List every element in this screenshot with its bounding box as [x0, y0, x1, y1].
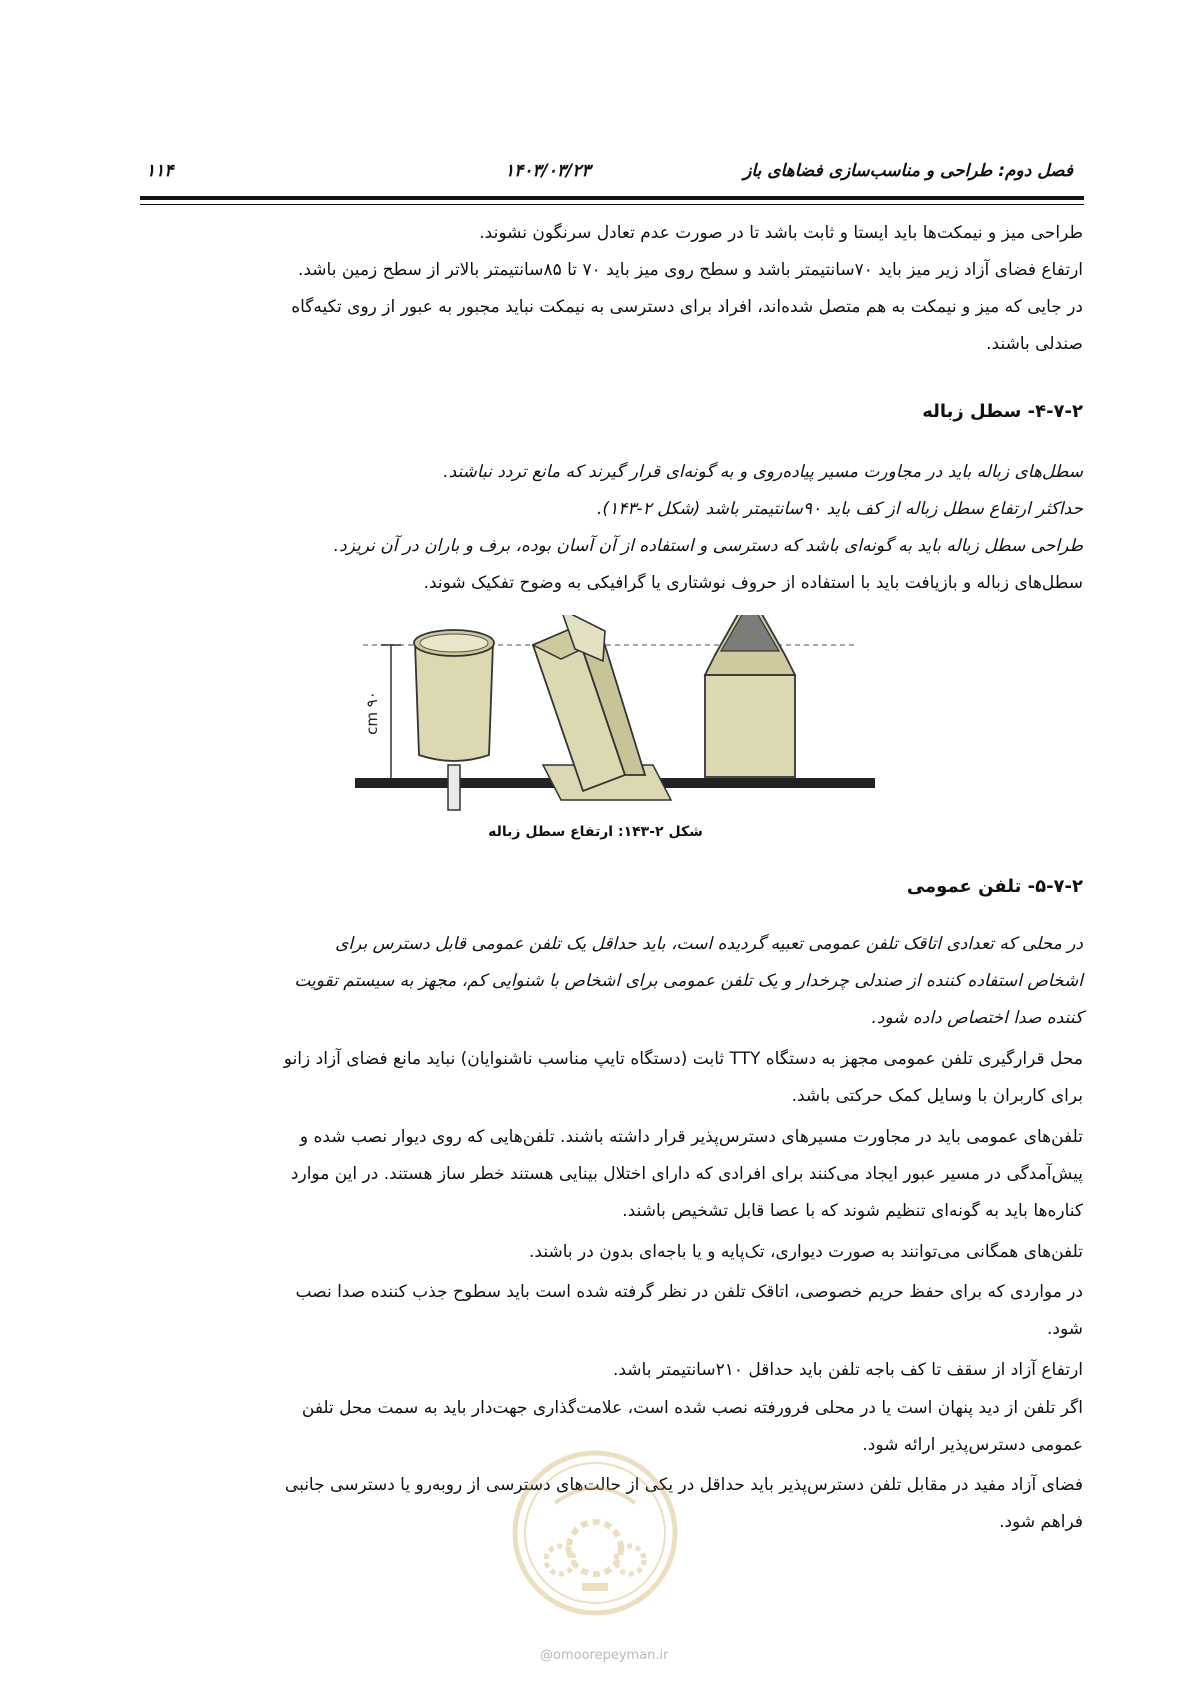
watermark-seal-icon	[510, 1448, 680, 1618]
peaked-bin	[705, 615, 795, 777]
trash-paragraph	[131, 454, 1083, 602]
section-heading-trash: ۴-۷-۲- سطل زباله	[922, 401, 1083, 422]
text-line: فراهم شود.	[999, 1512, 1083, 1532]
text-line: ارتفاع فضای آزاد زیر میز باید ۷۰سانتیمتر باشد و سطح روی میز باید ۷۰ تا ۸۵سانتیمتر بالاتر از سطح زمین باشد.	[297, 260, 1083, 280]
text-line: شود.	[1046, 1319, 1083, 1339]
text-line: اگر تلفن از دید پنهان است یا در محلی فرورفته نصب شده است، علامت‌گذاری جهت‌دار باید به سمت محل تلفن	[301, 1398, 1083, 1418]
trash-bin-figure	[355, 615, 875, 815]
text-line: عمومی دسترس‌پذیر ارائه شود.	[862, 1435, 1083, 1455]
chapter-title: فصل دوم: طراحی و مناسب‌سازی فضاهای باز	[743, 161, 1073, 181]
text-line: کناره‌ها باید به گونه‌ای تنظیم شوند که با عصا قابل تشخیص باشند.	[622, 1201, 1083, 1221]
text-line: طراحی میز و نیمکت‌ها باید ایستا و ثابت باشد تا در صورت عدم تعادل سرنگون نشوند.	[479, 223, 1083, 243]
section-heading-phone: ۵-۷-۲- تلفن عمومی	[906, 876, 1083, 897]
tilted-bin	[533, 615, 671, 800]
text-line: فضای آزاد مفید در مقابل تلفن دسترس‌پذیر باید حداقل در یکی از حالت‌های دسترسی از روبه‌رو یا دسترسی جانبی	[284, 1475, 1083, 1495]
intro-paragraph	[131, 215, 1083, 363]
text-line: محل قرارگیری تلفن عمومی مجهز به دستگاه TTY ثابت (دستگاه تایپ مناسب ناشنوایان) نباید مانع فضای آزاد زانو	[283, 1049, 1083, 1069]
phone-paragraph-2	[131, 1119, 1083, 1230]
text-line: سطل‌های زباله باید در مجاورت مسیر پیاده‌روی و به گونه‌ای قرار گیرند که مانع تردد نباشند.	[443, 462, 1083, 482]
phone-paragraph-3	[131, 1234, 1083, 1271]
text-line: صندلی باشند.	[986, 334, 1083, 354]
phone-paragraph-5	[131, 1352, 1083, 1389]
text-line: طراحی سطل زباله باید به گونه‌ای باشد که دسترسی و استفاده از آن آسان بوده، برف و باران در آن نریزد.	[333, 536, 1083, 556]
watermark-url: @omoorepeyman.ir	[540, 1648, 669, 1663]
header-date: ۱۴۰۳/۰۳/۲۳	[505, 161, 591, 181]
text-line: اشخاص استفاده کننده از صندلی چرخدار و یک تلفن عمومی برای اشخاص با شنوایی کم، مجهز به سیستم تقویت	[294, 971, 1083, 991]
figure-caption: شکل ۲-۱۴۳: ارتفاع سطل زباله	[488, 824, 703, 840]
text-line: تلفن‌های همگانی می‌توانند به صورت دیواری، تک‌پایه و یا باجه‌ای بدون در باشند.	[529, 1242, 1083, 1262]
text-line: سطل‌های زباله و بازیافت باید با استفاده از حروف نوشتاری یا گرافیکی به وضوح تفکیک شوند.	[423, 573, 1083, 593]
header-rule-thick	[140, 196, 1084, 200]
text-line: برای کاربران با وسایل کمک حرکتی باشد.	[791, 1086, 1083, 1106]
phone-italic-paragraph	[131, 926, 1083, 1037]
text-line: حداکثر ارتفاع سطل زباله از کف باید ۹۰سانتیمتر باشد (شکل ۲-۱۴۳).	[596, 499, 1083, 519]
header-rule-thin	[140, 204, 1084, 205]
text-line: در مواردی که برای حفظ حریم خصوصی، اتاقک تلفن در نظر گرفته شده است باید سطوح جذب کننده صدا نصب	[295, 1282, 1083, 1302]
text-line: ارتفاع آزاد از سقف تا کف باجه تلفن باید حداقل ۲۱۰سانتیمتر باشد.	[612, 1360, 1083, 1380]
phone-paragraph-1	[131, 1041, 1083, 1115]
phone-paragraph-4	[131, 1274, 1083, 1348]
text-line: پیش‌آمدگی در مسیر عبور ایجاد می‌کنند برای افرادی که دارای اختلال بینایی هستند خطر ساز هستند. در این موارد	[290, 1164, 1083, 1184]
dimension-label: ۹۰ cm	[363, 691, 381, 735]
text-line: در محلی که تعدادی اتاقک تلفن عمومی تعبیه گردیده است، باید حداقل یک تلفن عمومی قابل دسترس برای	[335, 934, 1083, 954]
text-line: در جایی که میز و نیمکت به هم متصل شده‌اند، افراد برای دسترسی به نیمکت نباید مجبور به عبور از روی تکیه‌گاه	[291, 297, 1083, 317]
text-line: کننده صدا اختصاص داده شود.	[871, 1008, 1083, 1028]
text-line: تلفن‌های عمومی باید در مجاورت مسیرهای دسترس‌پذیر قرار داشته باشند. تلفن‌هایی که روی دیوار نصب شده و	[299, 1127, 1083, 1147]
page-number: ۱۱۴	[146, 161, 174, 181]
